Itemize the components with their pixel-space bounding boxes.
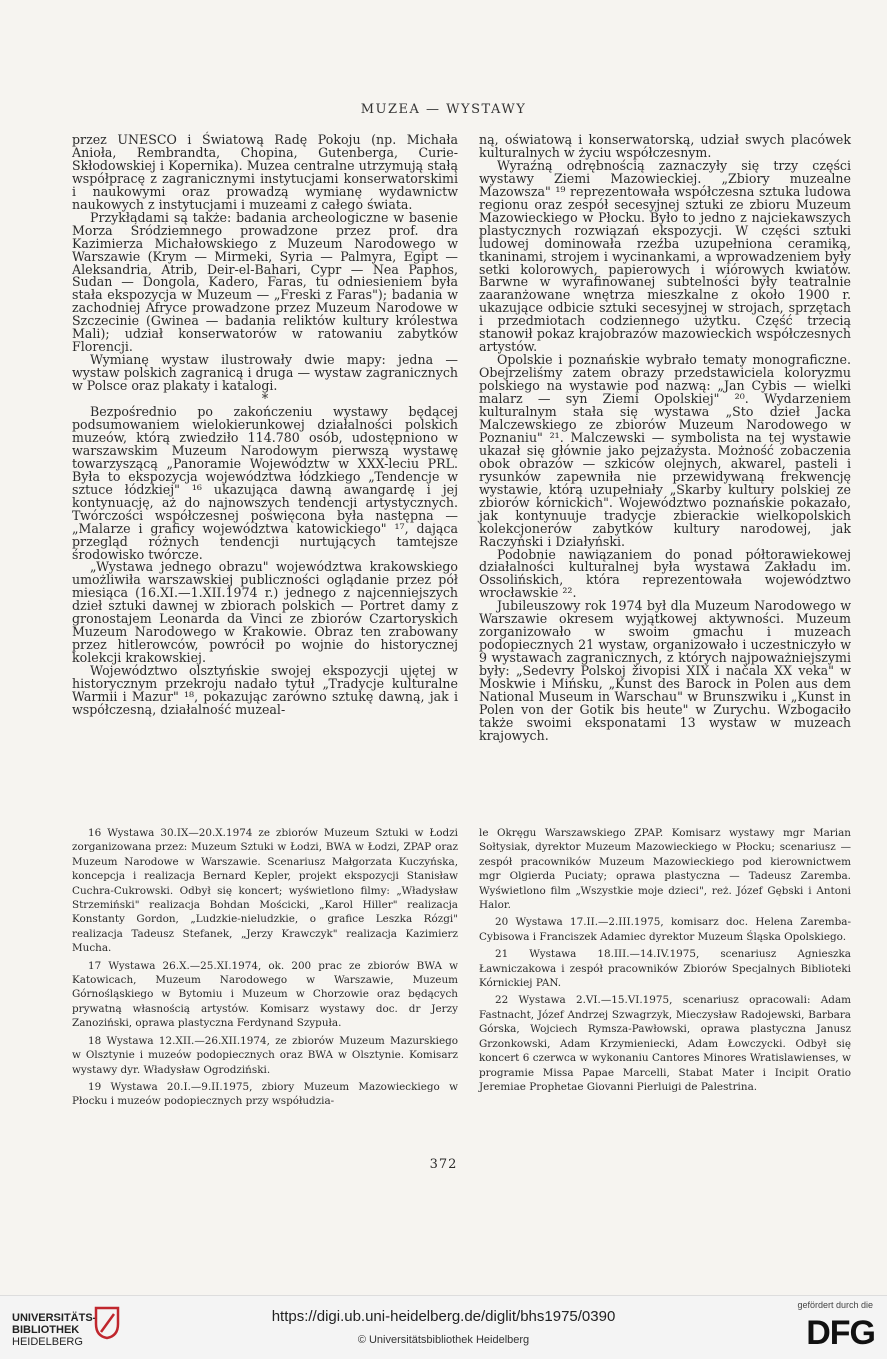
footnote: le Okręgu Warszawskiego ZPAP. Komisarz wystawy mgr Marian Sołtysiak, dyrektor Muzeum Mazowieckiego w Płocku; scenariusz — zespół pracowników Muzeum Mazowieckiego pod kierownictwem mgr Olgierda Puciaty; oprawa plastyczna — Tadeusz Zaremba. Wyświetlono film „Wszystkie moje dzieci", reż. Józef Gębski i Antoni Halor.	[479, 827, 851, 912]
footnotes-left	[72, 826, 458, 1112]
library-name-line: BIBLIOTHEK	[12, 1324, 80, 1336]
footnote: 18 Wystawa 12.XII.—26.XII.1974, ze zbiorów Muzeum Mazurskiego w Olsztynie i muzeów podopiecznych oraz BWA w Olsztynie. Komisarz wystawy dyr. Władysław Ogrodziński.	[72, 1034, 458, 1076]
running-head: MUZEA — WYSTAWY	[360, 102, 527, 117]
footnote: 21 Wystawa 18.III.—14.IV.1975, scenariusz Agnieszka Ławniczakowa i zespół pracowników Zbiorów Specjalnych Biblioteki Kórnickiej PAN.	[479, 948, 851, 990]
paragraph: Województwo olsztyńskie swojej ekspozycji ujętej w historycznym przekroju nadało tytuł „Tradycje kulturalne Warmii i Mazur" ¹⁸, pokazując zarówno sztukę dawną, jak i współczesną, działalność muzeal-	[72, 663, 458, 717]
paragraph: Opolskie i poznańskie wybrało tematy monograficzne. Obejrzeliśmy zatem obrazy przedstawiciela koloryzmu polskiego na wystawie pod nazwą: „Jan Cybis — wielki malarz — syn Ziemi Opolskiej" ²⁰. Wydarzeniem kulturalnym stała się wystawa „Sto dzieł Jacka Malczewskiego ze zbiorów Muzeum Narodowego w Poznaniu" ²¹. Malczewski — symbolista na tej wystawie ukazał się głównie jako pejzażysta. Możność zobaczenia obok obrazów — szkiców olejnych, akwarel, pasteli i rysunków zapewniła nie przewidywaną frekwencję wystawie, którą uzupełniały „Skarby kultury polskiej ze zbiorów kórnickich". Województwo poznańskie pokazało, jak kontynuuje tradycje zbierackie wielkopolskich kolekcjonerów zabytków kultury narodowej, jak Raczyński i Działyński.	[479, 352, 851, 549]
paragraph: Bezpośrednio po zakończeniu wystawy będącej podsumowaniem wielokierunkowej działalności polskich muzeów, którą zwiedziło 114.780 osób, udostępniono w warszawskim Muzeum Narodowym pierwszą wystawę towarzyszącą „Panoramie Województw w XXX-leciu PRL. Była to ekspozycja województwa łódzkiego „Tendencje w sztuce łódzkiej" ¹⁶ ukazująca dawną awangardę i jej kontynuację, aż do najnowszych tendencji artystycznych. Twórczości współczesnej poświęcona była następna — „Malarze i graficy województwa katowickiego" ¹⁷, dająca przegląd różnych tendencji nurtujących tamtejsze środowisko twórcze.	[72, 404, 458, 562]
footnotes-right	[479, 826, 851, 1097]
footer-bar	[0, 1295, 887, 1359]
library-name-line: HEIDELBERG	[12, 1336, 83, 1348]
footnote: 19 Wystawa 20.I.—9.II.1975, zbiory Muzeum Mazowieckiego w Płocku i muzeów podopiecznych przy współudzia-	[72, 1080, 458, 1108]
left-text-column	[72, 134, 458, 717]
footnote: 16 Wystawa 30.IX—20.X.1974 ze zbiorów Muzeum Sztuki w Łodzi zorganizowana przez: Muzeum Sztuki w Łodzi, BWA w Łodzi, ZPAP oraz Muzeum Narodowe w Warszawie. Scenariusz Małgorzata Kuczyńska, koncepcja i realizacja Bernard Kepler, projekt ekspozycji Stanisław Cuchra-Cukrowski. Odbył się koncert; wyświetlono filmy: „Władysław Strzemiński" realizacja Bohdan Mościcki, „Karol Hiller" realizacja Konstanty Gordon, „Ludzkie-nieludzkie, o grafice Leszka Rózgi" realizacja Tadeusz Stefanek, „Jerzy Krawczyk" realizacja Kazimierz Mucha.	[72, 827, 458, 955]
page-number: 372	[429, 1157, 458, 1172]
paragraph: Przykładami są także: badania archeologiczne w basenie Morza Śródziemnego prowadzone przez prof. dra Kazimierza Michałowskiego z Muzeum Narodowego w Warszawie (Krym — Mirmeki, Syria — Palmyra, Egipt — Aleksandria, Atrib, Deir-el-Bahari, Cypr — Nea Paphos, Sudan — Dongola, Kadero, Faras, tu odniesieniem była stała ekspozycja w Muzeum — „Freski z Faras"); badania w zachodniej Afryce prowadzone przez Muzeum Narodowe w Szczecinie (Gwinea — badania reliktów kultury królestwa Mali); udział konserwatorów w ratowaniu zabytków Florencji.	[72, 209, 458, 355]
footnote: 20 Wystawa 17.II.—2.III.1975, komisarz doc. Helena Zaremba-Cybisowa i Franciszek Adamiec dyrektor Muzeum Śląska Opolskiego.	[479, 916, 851, 943]
paragraph: Podobnie nawiązaniem do ponad półtorawiekowej działalności kulturalnej była wystawa Zakładu im. Ossolińskich, która reprezentowała województwo wrocławskie ²².	[479, 546, 851, 601]
paragraph: Wymianę wystaw ilustrowały dwie mapy: jedna — wystaw polskich zagranicą i druga — wystaw zagranicznych w Polsce oraz plakaty i katalogi.	[72, 352, 458, 394]
funding-note: gefördert durch die	[797, 1300, 873, 1310]
copyright-notice: © Universitätsbibliothek Heidelberg	[357, 1334, 530, 1346]
footnote: 17 Wystawa 26.X.—25.XI.1974, ok. 200 prac ze zbiorów BWA w Katowicach, Muzeum Narodowego w Warszawie, Muzeum Górnośląskiego w Bytomiu i Muzeum w Chorzowie oraz będących prywatną własnością artystów. Komisarz wystawy doc. dr Jerzy Zanoziński, oprawa plastyczna Ferdynand Szypuła.	[72, 959, 458, 1030]
paragraph: ną, oświatową i konserwatorską, udział swych placówek kulturalnych w życiu współczesnym.	[479, 132, 851, 160]
library-name-line: UNIVERSITÄTS-	[12, 1312, 97, 1324]
paragraph: „Wystawa jednego obrazu" województwa krakowskiego umożliwiła warszawskiej publiczności oglądanie przez pół miesiąca (16.XI.—1.XII.1974 r.) jednego z najcenniejszych dzieł sztuki dawnej w zbiorach polskich — Portret damy z gronostajem Leonarda da Vinci ze zbiorów Czartoryskich Muzeum Narodowego w Krakowie. Obraz ten zrabowany przez hitlerowców, powrócił po wojnie do historycznej kolekcji krakowskiej.	[72, 559, 458, 666]
right-text-column	[479, 134, 851, 743]
section-separator: *	[261, 391, 269, 407]
paragraph: Jubileuszowy rok 1974 był dla Muzeum Narodowego w Warszawie okresem wyjątkowej aktywności. Muzeum zorganizowało w swoim gmachu i muzeach podopiecznych 21 wystaw, organizowało i uczestniczyło w 9 wystawach zagranicznych, z których najpoważniejszymi były: „Sedevry Polskoj živopisi XIX i načala XX veka" w Moskwie i Mińsku, „Kunst des Barock in Polen aus dem National Museum in Warschau" w Brunszwiku i „Kunst in Polen von der Gotik bis heute" w Zurychu. Wzbogaciło także swoimi eksponatami 13 wystaw w muzeach krajowych.	[479, 598, 851, 743]
paragraph: przez UNESCO i Światową Radę Pokoju (np. Michała Anioła, Rembrandta, Chopina, Gutenberga, Curie-Skłodowskiej i Kopernika). Muzea centralne utrzymują stałą współpracę z zagranicznymi instytucjami konserwatorskimi i naukowymi oraz prowadzą wymianę wydawnictw naukowych z instytucjami i muzeami z całego świata.	[72, 132, 458, 212]
dfg-logo[interactable]: DFG	[806, 1314, 875, 1352]
footnote: 22 Wystawa 2.VI.—15.VI.1975, scenariusz opracowali: Adam Fastnacht, Józef Andrzej Szwagrzyk, Mieczysław Radojewski, Barbara Górska, Wojciech Rymsza-Pawłowski, oprawa plastyczna Janusz Grzonkowski, Adam Krzymieniecki, Adam Łowczycki. Odbył się koncert 6 czerwca w wykonaniu Cantores Minores Wratislawienses, w programie Missa Papae Marcelli, Stabat Mater i Incipit Oratio Jeremiae Prophetae Giovanni Pierluigi de Palestrina.	[479, 994, 851, 1093]
permalink-url[interactable]: https://digi.ub.uni-heidelberg.de/diglit/bhs1975/0390	[271, 1308, 616, 1325]
paragraph: Wyraźną odrębnością zaznaczyły się trzy części wystawy Ziemi Mazowieckiej. „Zbiory muzealne Mazowsza" ¹⁹ reprezentowała współczesna sztuka ludowa regionu oraz zespół secesyjnej sztuki ze zbioru Muzeum Mazowieckiego w Płocku. Było to jedno z najciekawszych plastycznych rozwiązań ekspozycji. W części sztuki ludowej dominowała rzeźba uzupełniona ceramiką, tkaninami, strojem i wycinankami, a wprowadzeniem były setki kolorowych, papierowych i wiórowych kwiatów. Barwne w wyrafinowanej subtelności były teatralnie zaaranżowane wnętrza mieszkalne z około 1900 r. ukazujące odbicie sztuki secesyjnej w strojach, sprzętach i przedmiotach codziennego użytku. Część trzecią stanowił pokaz krajobrazów mazowieckich współczesnych artystów.	[479, 157, 851, 355]
